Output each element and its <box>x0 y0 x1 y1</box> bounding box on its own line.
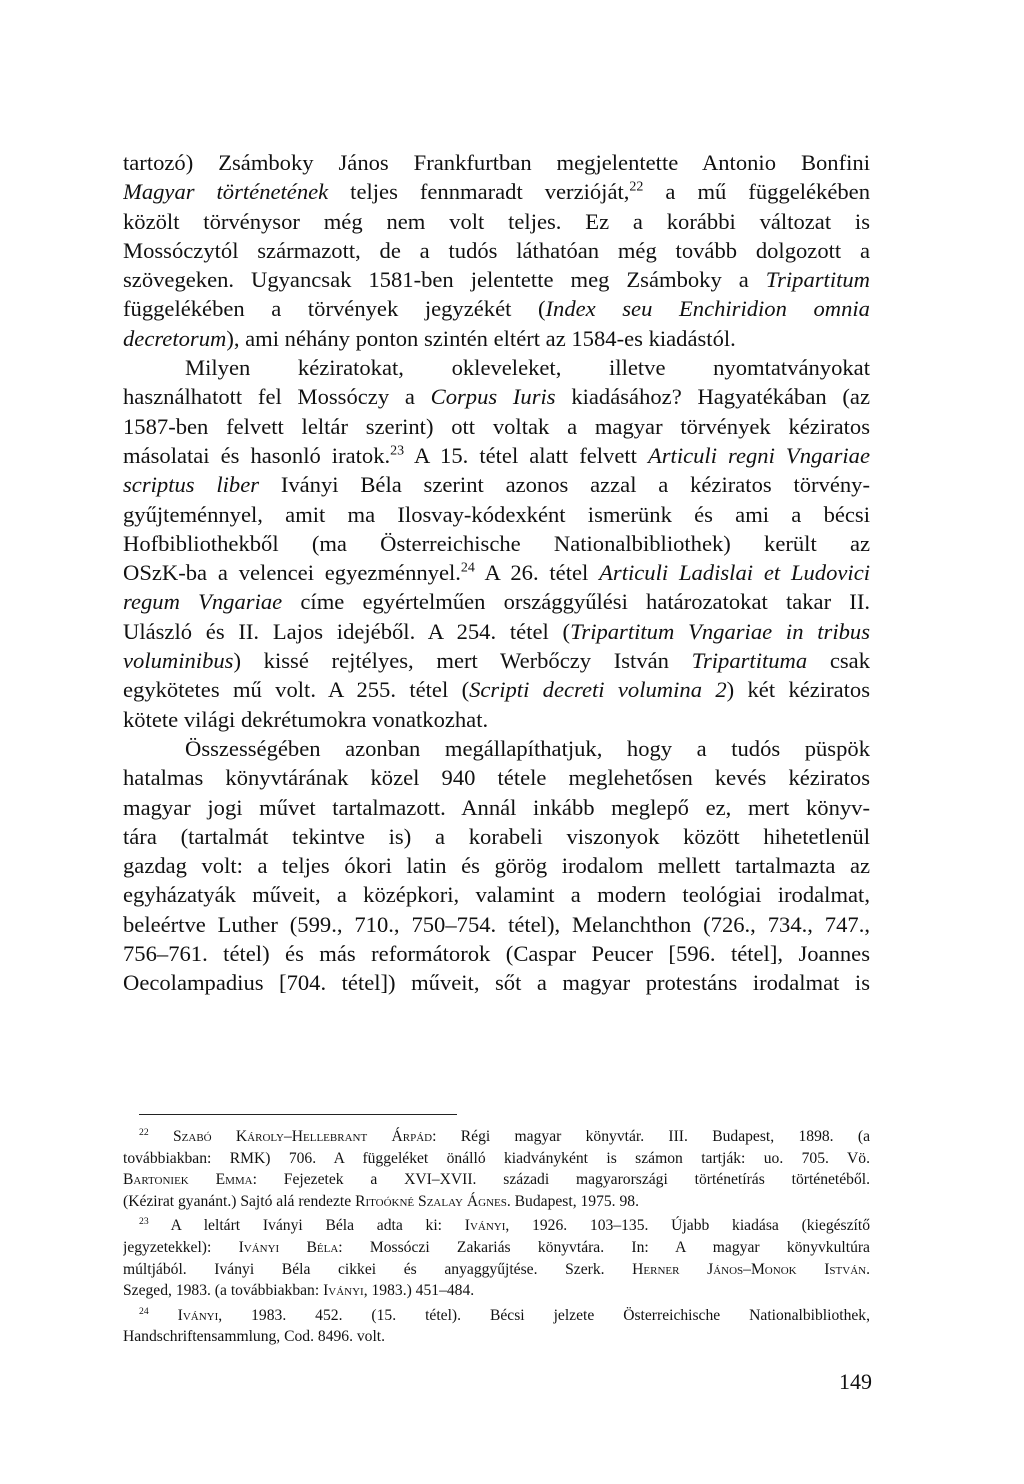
text-line: hatalmas könyvtárának közel 940 tétele meglehetősen kevés kéziratos <box>123 765 870 791</box>
footnote-24 <box>123 1305 870 1348</box>
footnote-ref-24[interactable]: 24 <box>460 560 475 576</box>
footnote-line: (Kézirat gyanánt.) Sajtó alá rendezte Ritoókné Szalay Ágnes. Budapest, 1975. 98. <box>123 1192 639 1210</box>
paragraph-1 <box>123 148 870 353</box>
text-line: 1587-ben felvett leltár szerint) ott voltak a magyar törvények kéziratos <box>123 413 870 439</box>
text-line: scriptus liber Iványi Béla szerint azonos azzal a kéziratos törvény- <box>123 472 870 498</box>
text-line: OSzK-ba a velencei egyezménnyel.$^{24}$ A 26. tétel Articuli Ladislai et Ludovici <box>123 560 870 586</box>
text-line: beleértve Luther (599., 710., 750–754. tétel), Melanchthon (726., 734., 747., <box>123 911 870 937</box>
footnote-line: $^{23}$ A leltárt Iványi Béla adta ki: Iványi, 1926. 103–135. Újabb kiadása (kiegészítő <box>139 1216 870 1235</box>
text-line: voluminibus) kissé rejtélyes, mert Werbőczy István Tripartituma csak <box>123 648 870 674</box>
text-line: Mossóczytól származott, de a tudós láthatóan még tovább dolgozott a <box>123 237 870 263</box>
text-line: Magyar történetének teljes fennmaradt verzióját,$^{22}$ a mű függelékében <box>123 179 870 205</box>
footnote-line: múltjából. Iványi Béla cikkei és anyaggyűjtése. Szerk. Herner János–Monok István. <box>123 1260 870 1278</box>
text-line: függelékében a törvények jegyzékét (Index seu Enchiridion omnia <box>123 296 870 322</box>
footnote-line: $^{22}$ Szabó Károly–Hellebrant Árpád: Régi magyar könyvtár. III. Budapest, 1898. (a <box>139 1126 870 1145</box>
text-line: Hofbibliothekből (ma Österreichische Nationalbibliothek) került az <box>123 530 870 556</box>
text-line: Milyen kéziratokat, okleveleket, illetve nyomtatványokat <box>185 355 870 381</box>
footnote-ref-22[interactable]: 22 <box>629 179 644 195</box>
footnote-line: Szeged, 1983. (a továbbiakban: Iványi, 1983.) 451–484. <box>123 1282 475 1300</box>
footnotes <box>123 1126 870 1351</box>
text-line: egykötetes mű volt. A 255. tétel (Scripti decreti volumina 2) két kéziratos <box>123 677 870 703</box>
text-line: szövegeken. Ugyancsak 1581-ben jelentette meg Zsámboky a Tripartitum <box>123 267 870 293</box>
paragraph-3 <box>123 734 870 998</box>
text-line: 756–761. tétel) és más reformátorok (Caspar Peucer [596. tétel], Joannes <box>123 941 870 967</box>
text-line: regum Vngariae címe egyértelműen országgyűlési határozatokat takar II. <box>123 589 870 615</box>
paragraph-2 <box>123 353 870 734</box>
footnote-line: $^{24}$ Iványi, 1983. 452. (15. tétel). Bécsi jelzete Österreichische Nationalbibliothek, <box>139 1305 870 1324</box>
text-line: használhatott fel Mossóczy a Corpus Iuris kiadásához? Hagyatékában (az <box>123 384 870 410</box>
footnote-line: továbbiakban: RMK) 706. A függeléket önálló kiadványként is számon tartják: uo. 705. Vö. <box>123 1149 870 1167</box>
text-line: Összességében azonban megállapíthatjuk, hogy a tudós püspök <box>185 735 870 761</box>
text-line: egyházatyák műveit, a középkori, valamint a modern teológiai irodalmat, <box>123 882 870 908</box>
text-line: magyar jogi művet tartalmazott. Annál inkább meglepő ez, mert könyv- <box>123 794 870 820</box>
text-line: tartozó) Zsámboky János Frankfurtban megjelentette Antonio Bonfini <box>123 150 870 175</box>
page-number: 149 <box>839 1369 872 1394</box>
footnote-number: 24 <box>139 1305 149 1317</box>
footnote-number: 22 <box>139 1126 149 1138</box>
text-line: gyűjteménnyel, amit ma Ilosvay-kódexként ismerünk és ami a bécsi <box>123 501 870 527</box>
main-text <box>123 148 870 998</box>
text-line: Ulászló és II. Lajos idejéből. A 254. tétel (Tripartitum Vngariae in tribus <box>123 618 870 644</box>
text-line: közölt törvénysor még nem volt teljes. Ez a korábbi változat is <box>123 208 870 234</box>
footnote-separator <box>139 1114 457 1115</box>
footnote-ref-23[interactable]: 23 <box>390 443 405 459</box>
text-line: Oecolampadius [704. tétel]) műveit, sőt a magyar protestáns irodalmat is <box>123 970 870 996</box>
text-line: gazdag volt: a teljes ókori latin és görög irodalom mellett tartalmazta az <box>123 853 870 879</box>
text-line: decretorum), ami néhány ponton szintén eltért az 1584-es kiadástól. <box>123 325 736 351</box>
footnote-line: jegyzetekkel): Iványi Béla: Mossóczi Zakariás könyvtára. In: A magyar könyvkultúra <box>123 1238 870 1256</box>
text-line: tára (tartalmát tekintve is) a korabeli viszonyok között hihetetlenül <box>123 823 870 849</box>
footnote-line: Bartoniek Emma: Fejezetek a XVI–XVII. századi magyarországi történetírás történetéből. <box>123 1171 870 1189</box>
footnote-number: 23 <box>139 1216 149 1228</box>
footnote-23 <box>123 1215 870 1301</box>
text-line: kötete világi dekrétumokra vonatkozhat. <box>123 706 489 732</box>
text-line: másolatai és hasonló iratok.$^{23}$ A 15. tétel alatt felvett Articuli regni Vngariae <box>123 442 870 468</box>
footnote-line: Handschriftensammlung, Cod. 8496. volt. <box>123 1328 386 1346</box>
footnote-22 <box>123 1126 870 1212</box>
